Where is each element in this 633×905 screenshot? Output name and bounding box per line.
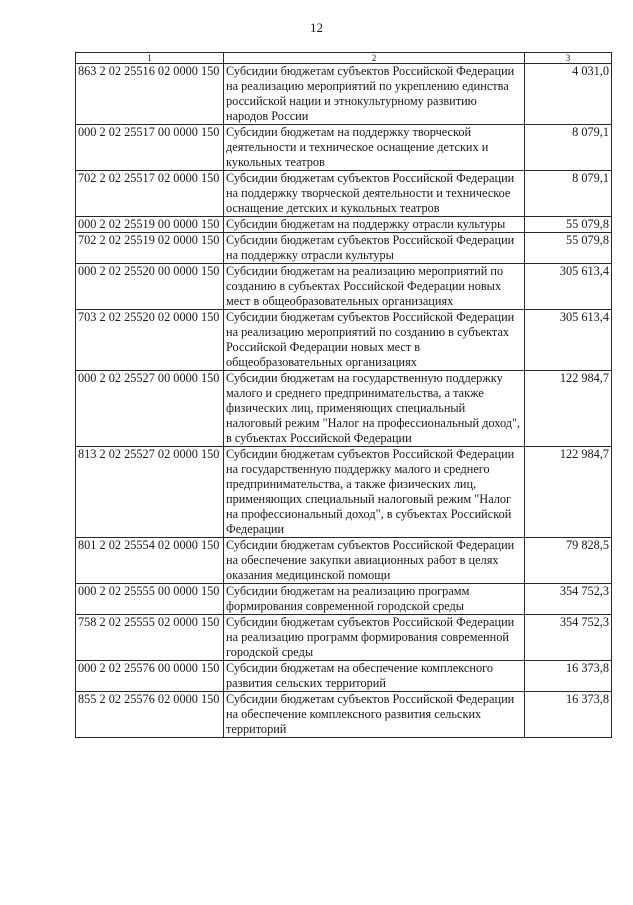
subsidy-description: Субсидии бюджетам на поддержку творческой деятельности и техническое оснащение детских и кукольных театров bbox=[224, 125, 525, 171]
budget-code: 000 2 02 25527 00 0000 150 bbox=[76, 371, 224, 447]
column-header-code: 1 bbox=[76, 53, 224, 64]
subsidy-amount: 354 752,3 bbox=[525, 584, 612, 615]
subsidy-description: Субсидии бюджетам субъектов Российской Федерации на реализацию программ формирования современной городской среды bbox=[224, 615, 525, 661]
subsidy-description: Субсидии бюджетам субъектов Российской Федерации на поддержку творческой деятельности и техническое оснащение детских и кукольных театров bbox=[224, 171, 525, 217]
budget-code: 863 2 02 25516 02 0000 150 bbox=[76, 64, 224, 125]
budget-table bbox=[75, 52, 612, 738]
table-row bbox=[76, 692, 612, 738]
budget-code: 855 2 02 25576 02 0000 150 bbox=[76, 692, 224, 738]
budget-code: 702 2 02 25519 02 0000 150 bbox=[76, 233, 224, 264]
table-row bbox=[76, 125, 612, 171]
subsidy-amount: 354 752,3 bbox=[525, 615, 612, 661]
subsidy-description: Субсидии бюджетам субъектов Российской Федерации на государственную поддержку малого и среднего предпринимательства, а также физических лиц, применяющих специальный налоговый режим "Налог на профессиональный доход", в субъектах Российской Федерации bbox=[224, 447, 525, 538]
table-row bbox=[76, 217, 612, 233]
column-header-description: 2 bbox=[224, 53, 525, 64]
page-number: 12 bbox=[310, 20, 323, 35]
subsidy-amount: 305 613,4 bbox=[525, 264, 612, 310]
subsidy-amount: 4 031,0 bbox=[525, 64, 612, 125]
subsidy-description: Субсидии бюджетам на обеспечение комплексного развития сельских территорий bbox=[224, 661, 525, 692]
subsidy-amount: 122 984,7 bbox=[525, 371, 612, 447]
budget-code: 702 2 02 25517 02 0000 150 bbox=[76, 171, 224, 217]
budget-code: 000 2 02 25520 00 0000 150 bbox=[76, 264, 224, 310]
subsidy-description: Субсидии бюджетам субъектов Российской Федерации на реализацию мероприятий по укреплению единства российской нации и этнокультурному развитию народов России bbox=[224, 64, 525, 125]
budget-code: 000 2 02 25576 00 0000 150 bbox=[76, 661, 224, 692]
subsidy-description: Субсидии бюджетам на государственную поддержку малого и среднего предпринимательства, а также физических лиц, применяющих специальный налоговый режим "Налог на профессиональный доход", в субъектах Российской Федерации bbox=[224, 371, 525, 447]
subsidy-description: Субсидии бюджетам субъектов Российской Федерации на реализацию мероприятий по созданию в субъектах Российской Федерации новых мест в общеобразовательных организациях bbox=[224, 310, 525, 371]
table-row bbox=[76, 171, 612, 217]
subsidy-description: Субсидии бюджетам субъектов Российской Федерации на обеспечение комплексного развития сельских территорий bbox=[224, 692, 525, 738]
subsidy-description: Субсидии бюджетам на поддержку отрасли культуры bbox=[224, 217, 525, 233]
table-row bbox=[76, 538, 612, 584]
table-row bbox=[76, 615, 612, 661]
budget-code: 813 2 02 25527 02 0000 150 bbox=[76, 447, 224, 538]
table-row bbox=[76, 661, 612, 692]
column-header-amount: 3 bbox=[525, 53, 612, 64]
budget-code: 000 2 02 25517 00 0000 150 bbox=[76, 125, 224, 171]
subsidy-amount: 79 828,5 bbox=[525, 538, 612, 584]
subsidy-amount: 16 373,8 bbox=[525, 692, 612, 738]
budget-code: 801 2 02 25554 02 0000 150 bbox=[76, 538, 224, 584]
subsidy-description: Субсидии бюджетам субъектов Российской Федерации на поддержку отрасли культуры bbox=[224, 233, 525, 264]
budget-code: 758 2 02 25555 02 0000 150 bbox=[76, 615, 224, 661]
table-header-row bbox=[76, 53, 612, 64]
subsidy-description: Субсидии бюджетам на реализацию программ формирования современной городской среды bbox=[224, 584, 525, 615]
subsidy-amount: 8 079,1 bbox=[525, 125, 612, 171]
subsidy-amount: 16 373,8 bbox=[525, 661, 612, 692]
subsidy-amount: 8 079,1 bbox=[525, 171, 612, 217]
budget-code: 703 2 02 25520 02 0000 150 bbox=[76, 310, 224, 371]
table-row bbox=[76, 233, 612, 264]
subsidy-amount: 305 613,4 bbox=[525, 310, 612, 371]
budget-code: 000 2 02 25519 00 0000 150 bbox=[76, 217, 224, 233]
subsidy-amount: 55 079,8 bbox=[525, 217, 612, 233]
table-row bbox=[76, 447, 612, 538]
subsidy-description: Субсидии бюджетам на реализацию мероприятий по созданию в субъектах Российской Федерации новых мест в общеобразовательных организациях bbox=[224, 264, 525, 310]
subsidy-amount: 55 079,8 bbox=[525, 233, 612, 264]
table-row bbox=[76, 64, 612, 125]
table-row bbox=[76, 310, 612, 371]
subsidy-amount: 122 984,7 bbox=[525, 447, 612, 538]
budget-code: 000 2 02 25555 00 0000 150 bbox=[76, 584, 224, 615]
table-row bbox=[76, 584, 612, 615]
table-row bbox=[76, 371, 612, 447]
subsidy-description: Субсидии бюджетам субъектов Российской Федерации на обеспечение закупки авиационных работ в целях оказания медицинской помощи bbox=[224, 538, 525, 584]
table-row bbox=[76, 264, 612, 310]
